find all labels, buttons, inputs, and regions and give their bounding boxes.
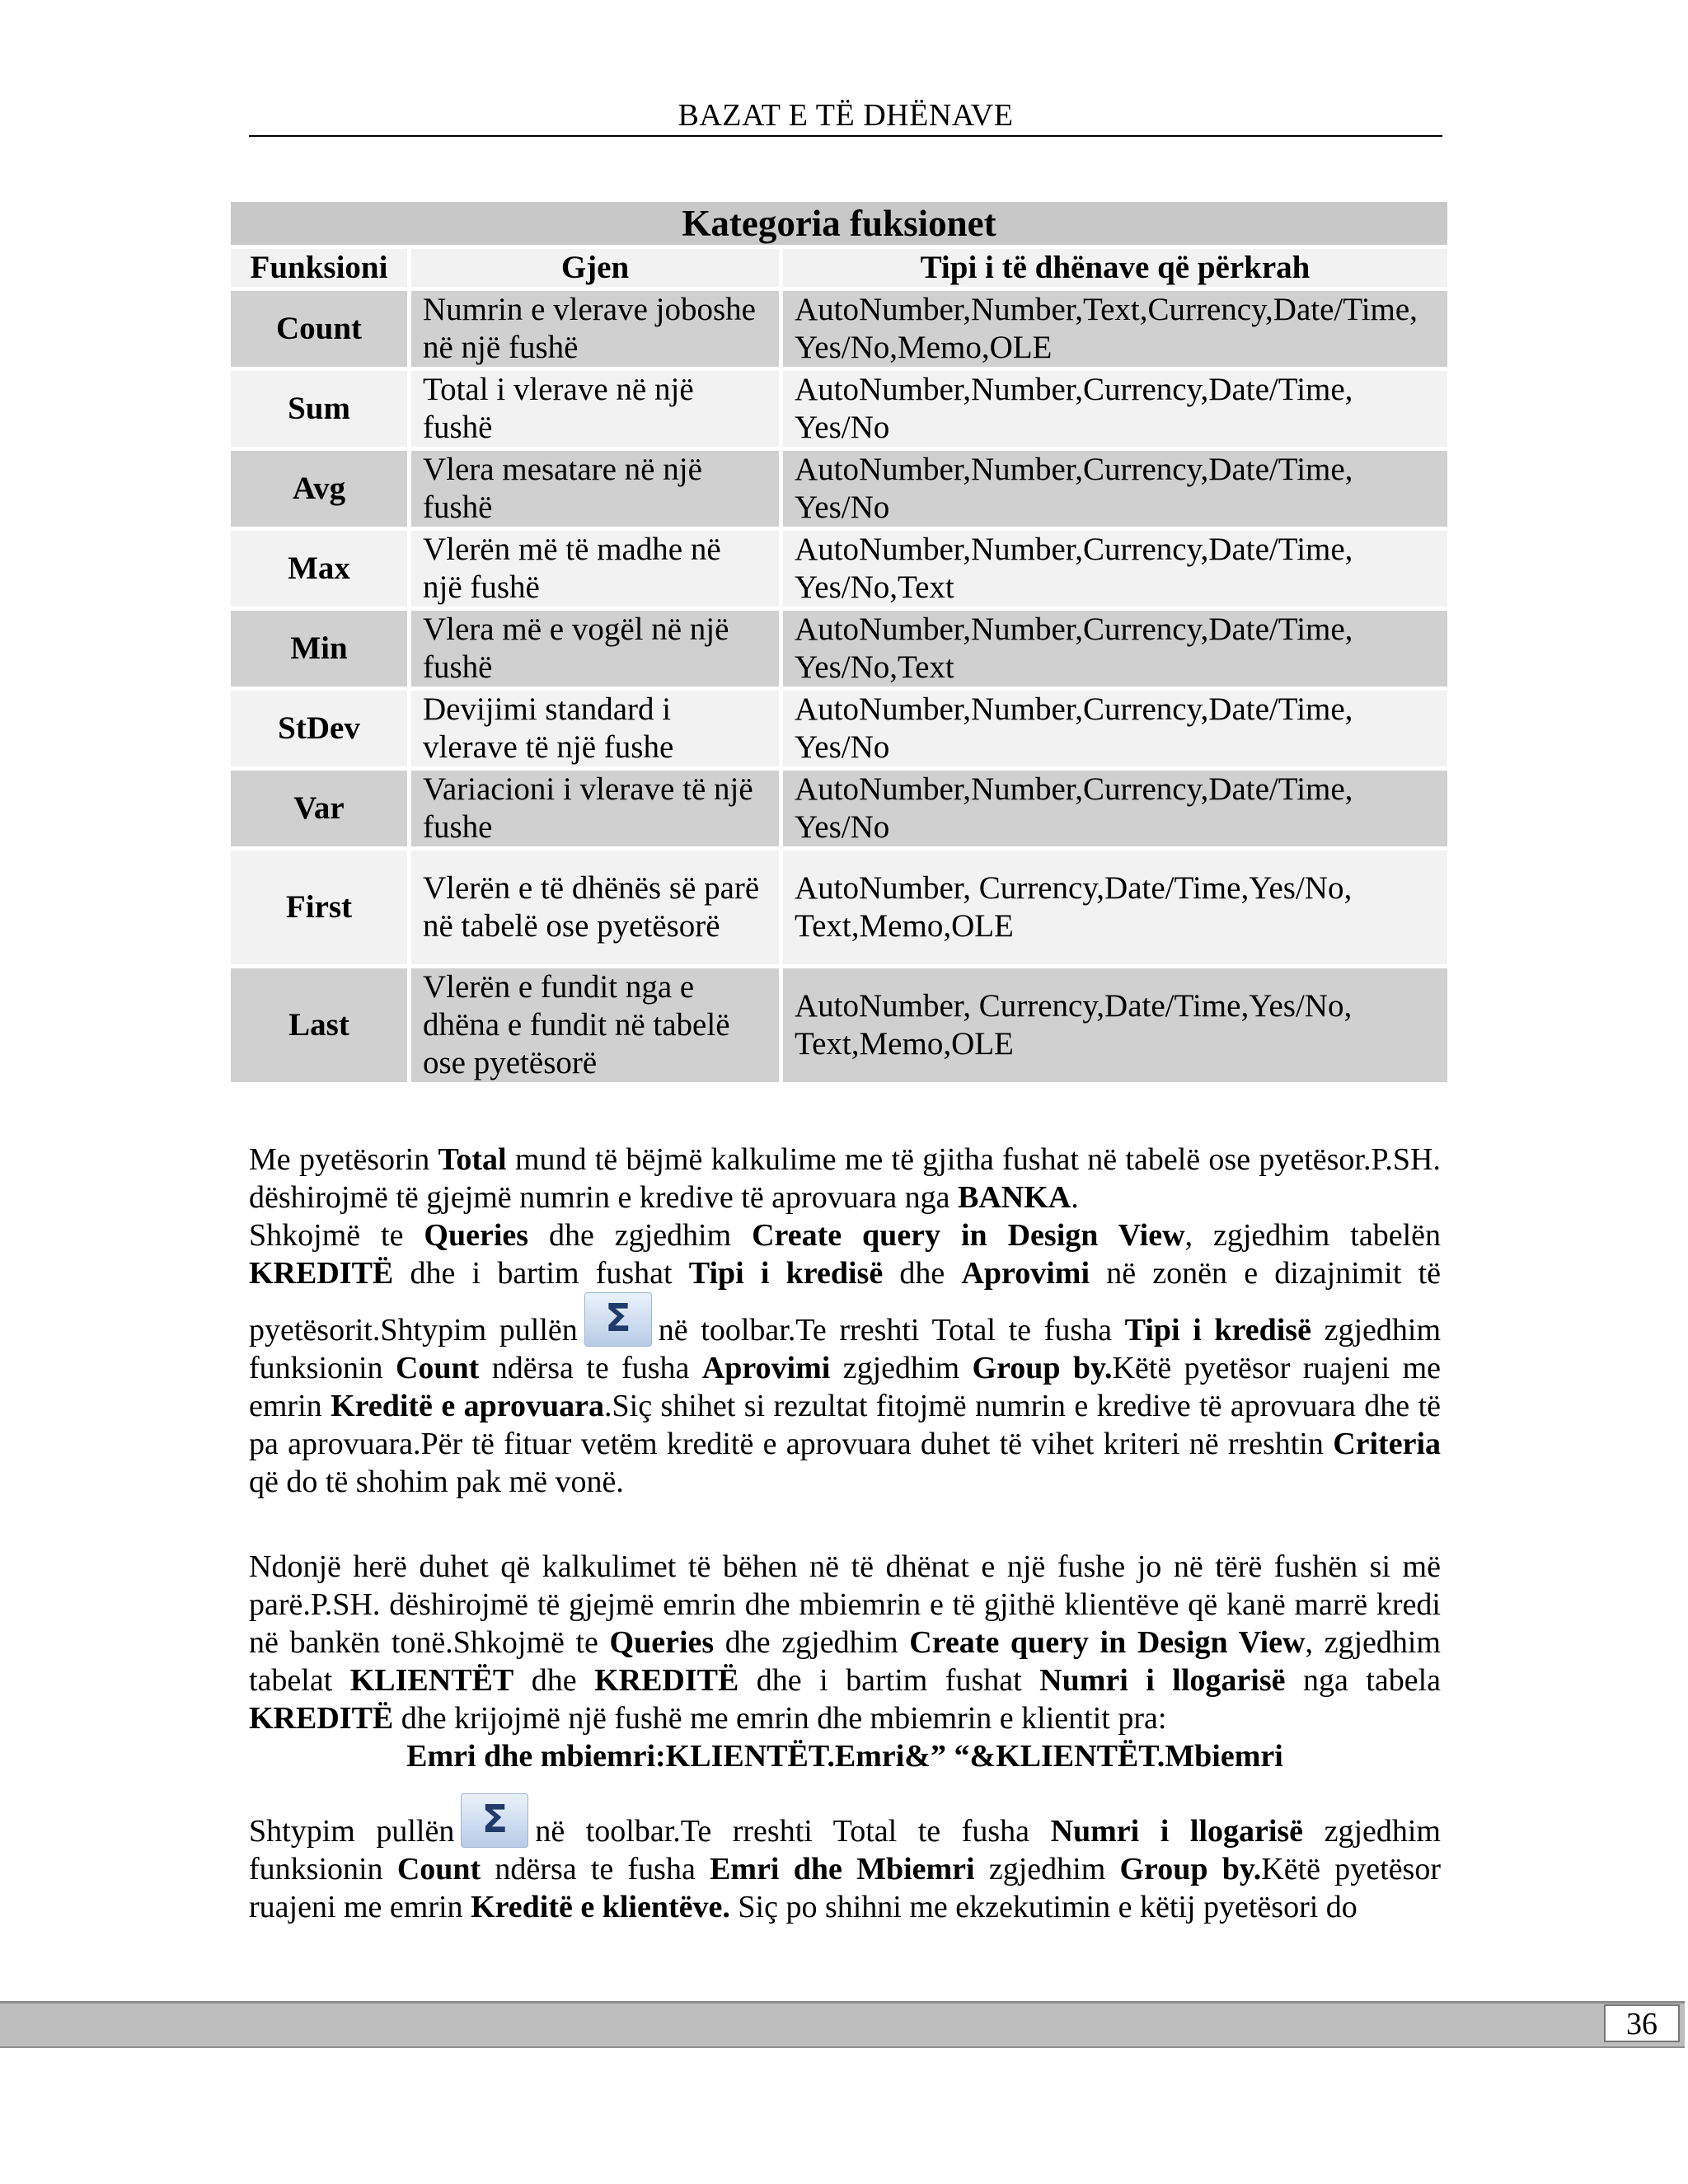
- paragraph-field-calculation: [249, 1548, 1441, 1737]
- paragraph-line: [249, 1793, 1441, 1926]
- function-name: Min: [231, 611, 407, 687]
- bold-text: Criteria: [1333, 1427, 1441, 1461]
- function-name: Last: [231, 968, 407, 1082]
- function-description: Vlera mesatare në një fushë: [411, 451, 779, 527]
- function-name: First: [231, 851, 407, 964]
- text: zgjedhim funksionin: [249, 1814, 1441, 1886]
- paragraph-total-query: [249, 1141, 1441, 1501]
- text: zgjedhim: [830, 1351, 973, 1385]
- function-types: AutoNumber,Number,Currency,Date/Time, Yes/No: [783, 691, 1447, 766]
- table-row: [231, 531, 1447, 607]
- text: në toolbar.Te rreshti Total te fusha: [535, 1814, 1051, 1849]
- bold-text: Tipi i kredisë: [688, 1256, 884, 1291]
- table-row: [231, 771, 1447, 846]
- table-row: [231, 291, 1447, 367]
- bold-text: Tipi i kredisë: [1124, 1313, 1311, 1347]
- table-row: [231, 851, 1447, 964]
- text: zgjedhim funksionin: [249, 1313, 1442, 1385]
- bold-text: Aprovimi: [701, 1351, 831, 1385]
- page-number: 36: [1604, 2004, 1680, 2042]
- function-types: AutoNumber,Number,Currency,Date/Time, Yes/No: [783, 451, 1447, 527]
- bold-text: Total: [438, 1142, 507, 1177]
- text: dhe i bartim fushat: [393, 1256, 689, 1291]
- paragraph-line: [249, 1216, 1441, 1501]
- sum-totals-button-icon[interactable]: [584, 1292, 652, 1347]
- text: dhe i bartim fushat: [738, 1663, 1040, 1698]
- text: në toolbar.Te rreshti Total te fusha: [658, 1313, 1125, 1347]
- bold-text: KREDITË: [594, 1663, 739, 1698]
- function-name: Avg: [231, 451, 407, 527]
- function-name: Max: [231, 531, 407, 607]
- formula-expression: Emri dhe mbiemri:KLIENTËT.Emri&” “&KLIENTËT.Mbiemri: [406, 1739, 1283, 1774]
- bold-text: Queries: [609, 1625, 715, 1660]
- table-title: Kategoria fuksionet: [231, 202, 1447, 245]
- function-types: AutoNumber,Number,Currency,Date/Time, Yes/No: [783, 371, 1447, 447]
- function-types: AutoNumber,Number,Currency,Date/Time, Yes/No,Text: [783, 611, 1447, 687]
- text: zgjedhim: [974, 1852, 1120, 1886]
- bold-text: Kreditë e klientëve.: [471, 1890, 730, 1924]
- function-description: Vlerën e të dhënës së parë në tabelë ose pyetësorë: [411, 851, 779, 964]
- bold-text: Queries: [424, 1218, 529, 1253]
- text: mund të bëjmë kalkulime me të gjitha fushat në tabelë ose pyetësor.P.SH. dëshirojmë të gjejmë numrin e kredive të aprovuara nga: [249, 1142, 1441, 1215]
- text: Shtypim pullën: [249, 1814, 455, 1849]
- paragraph-line: [249, 1141, 1441, 1216]
- table-row: [231, 611, 1447, 687]
- text: Me pyetësorin: [249, 1142, 438, 1177]
- bold-text: Aprovimi: [961, 1256, 1090, 1291]
- function-description: Numrin e vlerave joboshe në një fushë: [411, 291, 779, 367]
- text: dhe krijojmë një fushë me emrin dhe mbiemrin e klientit pra:: [393, 1701, 1167, 1736]
- table-header-row: [231, 249, 1447, 287]
- text: , zgjedhim tabelën: [1184, 1218, 1442, 1253]
- function-types: AutoNumber, Currency,Date/Time,Yes/No, Text,Memo,OLE: [783, 851, 1447, 964]
- text: dhe: [513, 1663, 595, 1698]
- function-types: AutoNumber,Number,Text,Currency,Date/Time, Yes/No,Memo,OLE: [783, 291, 1447, 367]
- bold-text: Count: [395, 1351, 480, 1385]
- bold-text: Count: [396, 1852, 481, 1886]
- table-row: [231, 451, 1447, 527]
- table-row: [231, 371, 1447, 447]
- bold-text: Kreditë e aprovuara: [331, 1389, 604, 1423]
- header-rule: [249, 135, 1442, 137]
- text: .: [1071, 1180, 1079, 1215]
- paragraph-count-query: [249, 1793, 1441, 1926]
- function-description: Vlerën më të madhe në një fushë: [411, 531, 779, 607]
- function-description: Vlera më e vogël në një fushë: [411, 611, 779, 687]
- sigma-icon: Σ: [605, 1296, 631, 1340]
- function-name: Sum: [231, 371, 407, 447]
- function-types: AutoNumber,Number,Currency,Date/Time, Yes/No: [783, 771, 1447, 846]
- text: Siç po shihni me ekzekutimin e këtij pyetësori do: [729, 1890, 1357, 1924]
- function-description: Devijimi standard i vlerave të një fushe: [411, 691, 779, 766]
- function-name: Count: [231, 291, 407, 367]
- text: dhe: [883, 1256, 962, 1291]
- text: ndërsa te fusha: [481, 1852, 710, 1886]
- text: Ndonjë herë duhet që kalkulimet të bëhen në të dhënat e një fushe jo në tërë fushën si më parë.P.SH. dëshirojmë të gjejmë emrin dhe mbiemrin e të gjithë klientëve që kanë marrë kredi në bankën tonë.Shkojmë te: [249, 1549, 1441, 1660]
- column-header: Funksioni: [231, 249, 407, 287]
- function-description: Vlerën e fundit nga e dhëna e fundit në tabelë ose pyetësorë: [411, 968, 779, 1082]
- bold-text: Group by.: [1119, 1852, 1262, 1886]
- function-name: StDev: [231, 691, 407, 766]
- bold-text: Numri i llogarisë: [1050, 1814, 1304, 1849]
- text: nga tabela: [1285, 1663, 1441, 1698]
- table-row: [231, 968, 1447, 1082]
- bold-text: KREDITË: [249, 1256, 394, 1291]
- page-header-title: BAZAT E TË DHËNAVE: [678, 98, 1014, 133]
- function-types: AutoNumber,Number,Currency,Date/Time, Yes/No,Text: [783, 531, 1447, 607]
- bold-text: Emri dhe Mbiemri: [710, 1852, 975, 1886]
- bold-text: Group by.: [972, 1351, 1113, 1385]
- sigma-icon: Σ: [481, 1797, 509, 1841]
- bold-text: KLIENTËT: [349, 1663, 514, 1698]
- bold-text: KREDITË: [249, 1701, 394, 1736]
- bold-text: Numri i llogarisë: [1039, 1663, 1286, 1698]
- text: .Siç shihet si rezultat fitojmë numrin e kredive të aprovuara dhe të pa aprovuara.Për të fituar vetëm kreditë e aprovuara duhet të vihet kriteri në rreshtin: [249, 1389, 1441, 1461]
- bold-text: Create query in Design View: [909, 1625, 1306, 1660]
- text: në zonën e dizajnimit të pyetësorit.Shtypim pullën: [249, 1256, 1442, 1347]
- text: , zgjedhim tabelat: [249, 1625, 1441, 1698]
- bold-text: BANKA: [957, 1180, 1071, 1215]
- text: dhe zgjedhim: [714, 1625, 910, 1660]
- bold-text: Create query in Design View: [752, 1218, 1185, 1253]
- text: që do të shohim pak më vonë.: [249, 1465, 624, 1499]
- column-header: Gjen: [411, 249, 779, 287]
- text: dhe zgjedhim: [528, 1218, 753, 1253]
- text: Këtë pyetësor ruajeni me emrin: [249, 1351, 1442, 1423]
- column-header: Tipi i të dhënave që përkrah: [783, 249, 1447, 287]
- text: Këtë pyetësor ruajeni me emrin: [249, 1852, 1442, 1924]
- text: Shkojmë te: [249, 1218, 424, 1253]
- function-description: Total i vlerave në një fushë: [411, 371, 779, 447]
- function-types: AutoNumber, Currency,Date/Time,Yes/No, Text,Memo,OLE: [783, 968, 1447, 1082]
- sum-totals-button-icon[interactable]: [461, 1793, 528, 1848]
- function-description: Variacioni i vlerave të një fushe: [411, 771, 779, 846]
- text: ndërsa te fusha: [479, 1351, 702, 1385]
- functions-table: [227, 198, 1451, 1086]
- footer-bar: [0, 2001, 1685, 2048]
- paragraph-line: [249, 1548, 1441, 1737]
- table-row: [231, 691, 1447, 766]
- function-name: Var: [231, 771, 407, 846]
